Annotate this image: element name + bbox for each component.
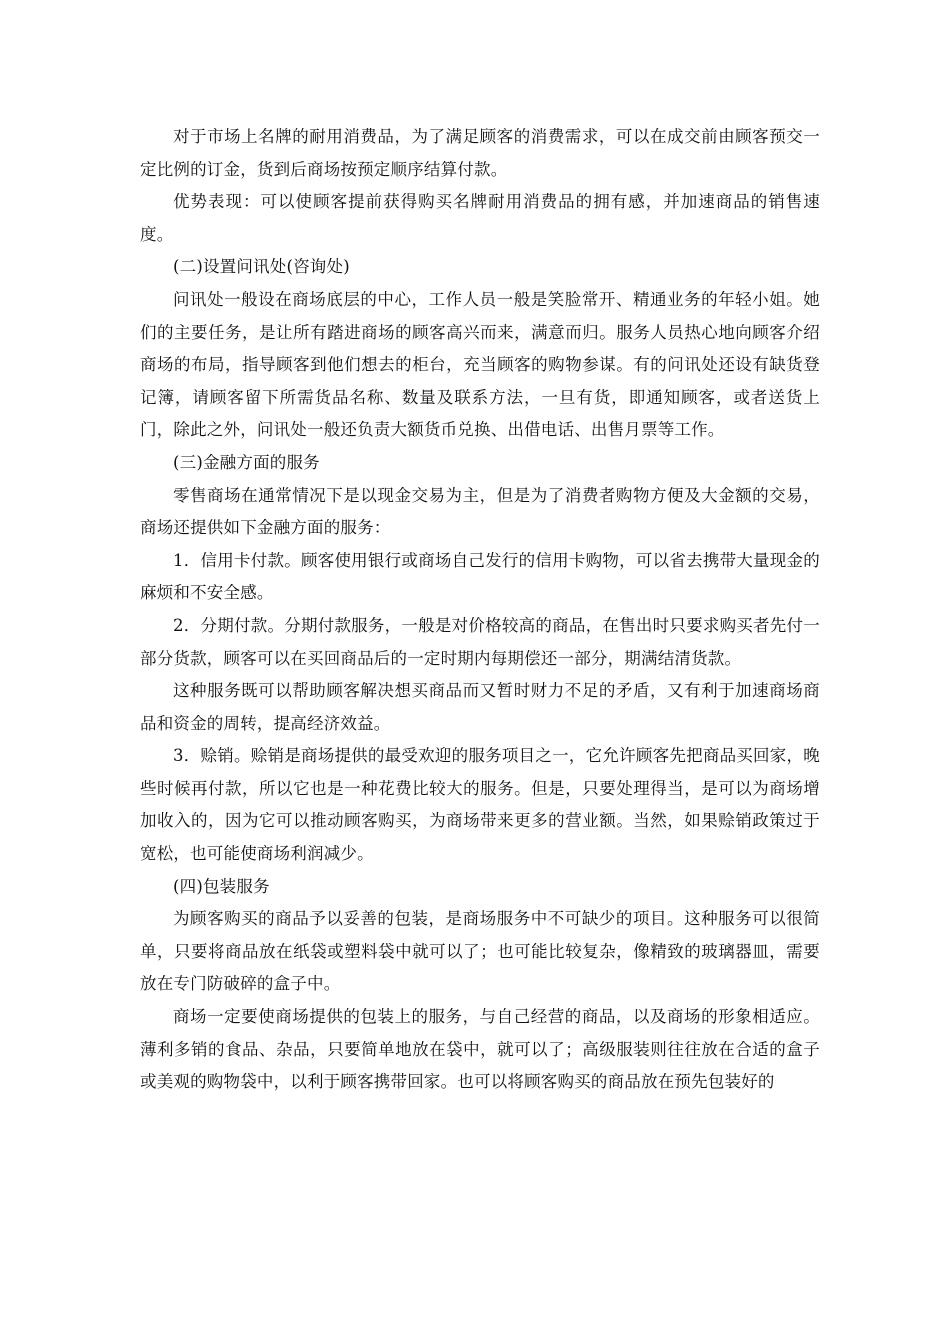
paragraph-inquiry-desk: 问讯处一般设在商场底层的中心，工作人员一般是笑脸常开、精通业务的年轻小姐。她们的主要任务，是让所有踏进商场的顾客高兴而来，满意而归。服务人员热心地向顾客介绍商场的布局，指导顾客到他们想去的柜台，充当顾客的购物参谋。有的问讯处还设有缺货登记簿，请顾客留下所需货品名称、数量及联系方法，一旦有货，即通知顾客，或者送货上门，除此之外，问讯处一般还负责大额货币兑换、出借电话、出售月票等工作。 <box>140 289 820 440</box>
section-heading-inquiry-desk: (二)设置问讯处(咨询处) <box>173 257 350 277</box>
section-heading-packaging: (四)包装服务 <box>173 876 270 896</box>
paragraph-packaging: 为顾客购买的商品予以妥善的包装，是商场服务中不可缺少的项目。这种服务可以很简单，只要将商品放在纸袋或塑料袋中就可以了；也可能比较复杂，像精致的玻璃器皿，需要放在专门防破碎的盒子中。 <box>140 909 820 994</box>
list-item-credit-sale: 3．赊销。赊销是商场提供的最受欢迎的服务项目之一，它允许顾客先把商品买回家，晚些时候再付款，所以它也是一种花费比较大的服务。但是，只要处理得当，是可以为商场增加收入的，因为它可以推动顾客购买，为商场带来更多的营业额。当然，如果赊销政策过于宽松，也可能使商场利润减少。 <box>140 746 820 864</box>
list-item-credit-card: 1．信用卡付款。顾客使用银行或商场自己发行的信用卡购物，可以省去携带大量现金的麻烦和不安全感。 <box>140 550 820 603</box>
paragraph-financial-intro: 零售商场在通常情况下是以现金交易为主，但是为了消费者购物方便及大金额的交易，商场还提供如下金融方面的服务： <box>140 485 820 538</box>
paragraph-installment-benefit: 这种服务既可以帮助顾客解决想买商品而又暂时财力不足的矛盾，又有利于加速商场商品和资金的周转，提高经济效益。 <box>140 681 820 733</box>
paragraph-prepayment: 对于市场上名牌的耐用消费品，为了满足顾客的消费需求，可以在成交前由顾客预交一定比例的订金，货到后商场按预定顺序结算付款。 <box>140 127 820 179</box>
section-heading-financial-services: (三)金融方面的服务 <box>173 452 320 472</box>
paragraph-packaging-image: 商场一定要使商场提供的包装上的服务，与自己经营的商品，以及商场的形象相适应。薄利多销的食品、杂品，只要简单地放在袋中，就可以了；高级服装则往往放在合适的盒子或美观的购物袋中，以利于顾客携带回家。也可以将顾客购买的商品放在预先包装好的 <box>140 1007 820 1092</box>
list-item-installment: 2．分期付款。分期付款服务，一般是对价格较高的商品，在售出时只要求购买者先付一部分货款，顾客可以在买回商品后的一定时期内每期偿还一部分，期满结清货款。 <box>140 615 820 668</box>
document-body <box>140 121 820 1099</box>
paragraph-advantages: 优势表现：可以使顾客提前获得购买名牌耐用消费品的拥有感，并加速商品的销售速度。 <box>140 192 820 244</box>
